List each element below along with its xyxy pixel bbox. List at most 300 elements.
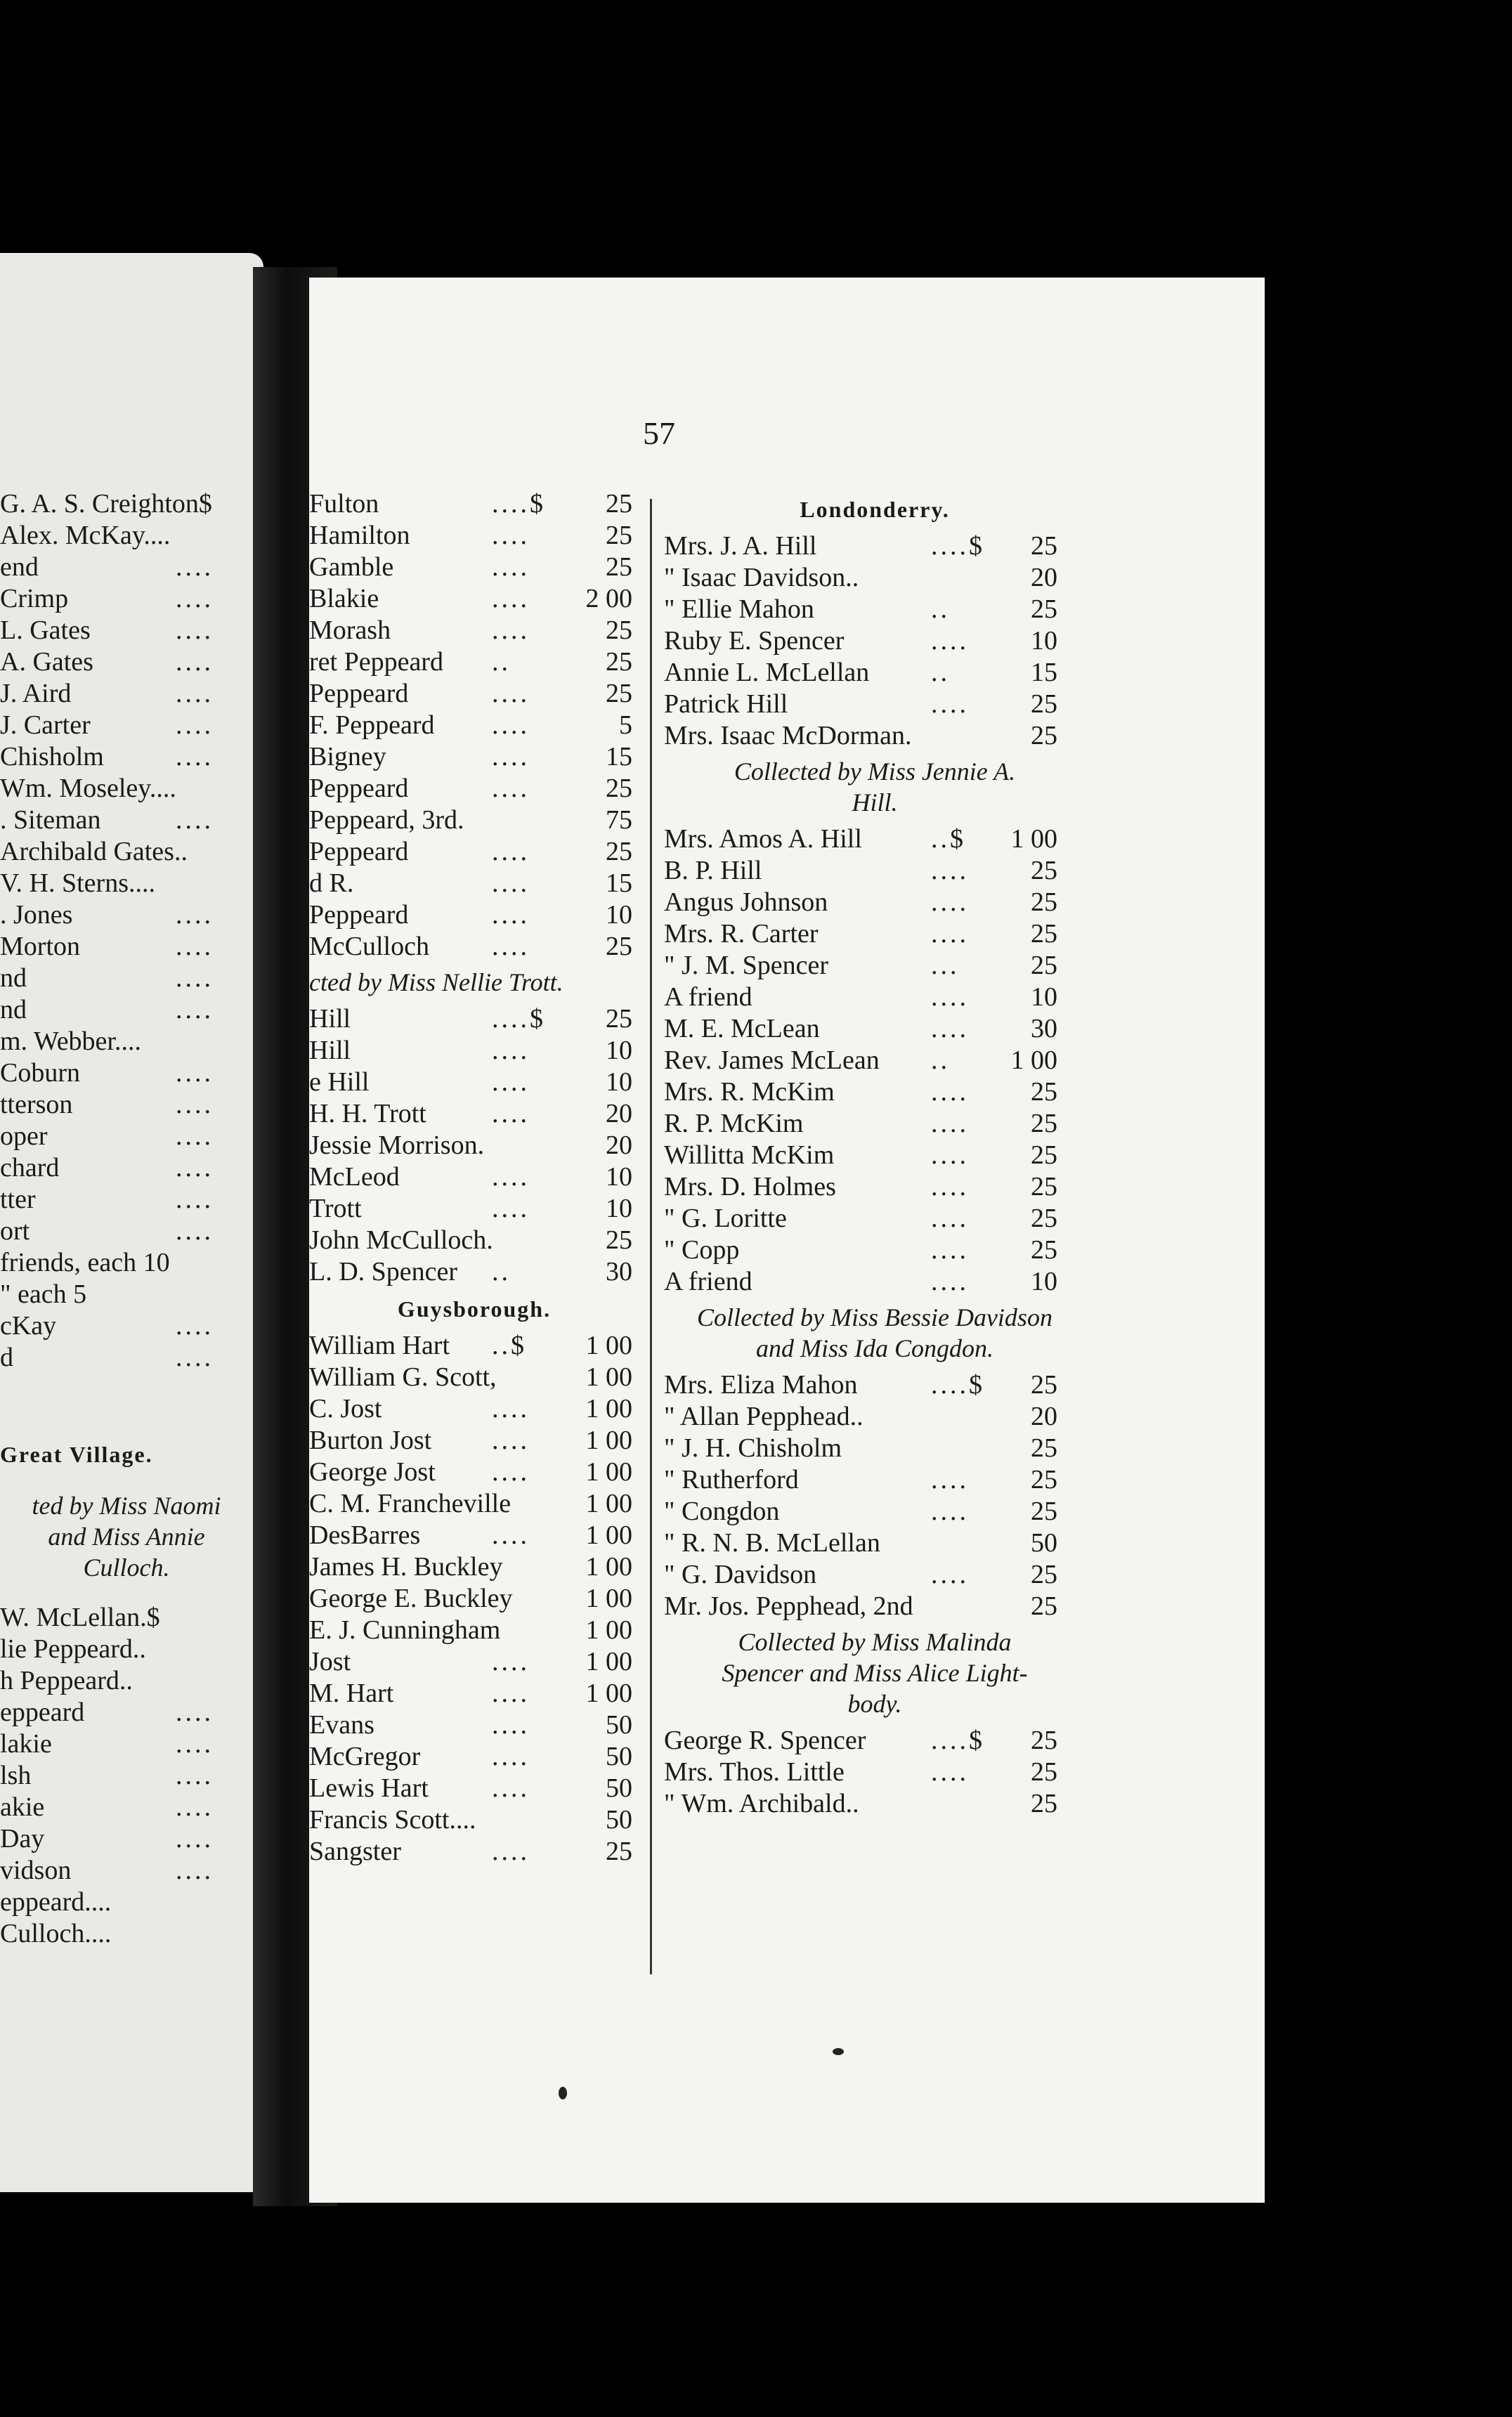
list-item — [309, 1678, 639, 1709]
entry-name: Patrick Hill — [664, 689, 788, 719]
entry-dots: .... — [931, 919, 969, 949]
entry-name: E. J. Cunningham — [309, 1615, 501, 1645]
entry-dots: .... — [176, 1824, 214, 1854]
entry-dots: .... — [492, 615, 530, 645]
entry-name: eppeard.... — [0, 1887, 112, 1917]
list-item — [309, 1035, 639, 1067]
entry-name: friends, each 10 — [0, 1248, 170, 1277]
entry-dots: .... — [176, 742, 214, 771]
list-item — [664, 1401, 1086, 1433]
entry-name: Mrs. D. Holmes — [664, 1172, 836, 1201]
entry-amt: 1 00 — [585, 1394, 632, 1424]
entry-amt: 25 — [606, 1225, 632, 1255]
list-item — [664, 1076, 1086, 1108]
entry-name: Morash — [309, 615, 391, 645]
entry-dots: .... — [931, 1560, 969, 1589]
entry-name: h Peppeard.. — [0, 1666, 133, 1695]
entry-dots: .... — [931, 689, 969, 719]
entry-name: Hill — [309, 1004, 351, 1034]
entry-dots: .... — [176, 995, 214, 1024]
middle-column — [309, 488, 639, 1868]
entry-name: Archibald Gates.. — [0, 837, 188, 866]
list-item — [309, 804, 639, 836]
list-item — [309, 1615, 639, 1646]
list-item — [309, 1457, 639, 1488]
entry-dots: .... — [492, 1394, 530, 1424]
entry-name: e Hill — [309, 1067, 370, 1097]
entry-dots: .... — [176, 1216, 214, 1246]
entry-name: akie — [0, 1792, 45, 1822]
list-item — [309, 520, 639, 552]
list-item — [309, 1488, 639, 1520]
entry-name: " Copp — [664, 1235, 740, 1265]
entry-name: G. A. S. Creighton$ — [0, 489, 212, 519]
list-item — [664, 918, 1086, 950]
entry-amt: 25 — [1031, 1077, 1057, 1107]
entry-name: Annie L. McLellan — [664, 658, 870, 687]
collected-note: cted by Miss Nellie Trott. — [309, 968, 563, 996]
list-item — [309, 1330, 639, 1362]
entry-amt: 1 00 — [585, 1331, 632, 1360]
entry-dots: ....$ — [931, 1726, 985, 1755]
list-item — [664, 1108, 1086, 1140]
list-item — [309, 1003, 639, 1035]
entry-amt: 25 — [1031, 1109, 1057, 1138]
entry-dots: .... — [176, 1311, 214, 1341]
list-item — [309, 1098, 639, 1130]
list-item — [664, 1171, 1086, 1203]
entry-dots: .... — [931, 1757, 969, 1787]
entry-amt: 25 — [1031, 1140, 1057, 1170]
list-item — [664, 689, 1086, 720]
entry-name: Day — [0, 1824, 45, 1854]
entry-name: Jost — [309, 1647, 351, 1676]
entry-dots: .... — [176, 1792, 214, 1822]
entry-amt: 25 — [606, 552, 632, 582]
entry-name: Mr. Jos. Pepphead, 2nd — [664, 1591, 913, 1621]
collected-line: Culloch. — [83, 1553, 170, 1582]
entry-name: Mrs. Isaac McDorman. — [664, 721, 912, 750]
entry-amt: 1 00 — [585, 1584, 632, 1613]
entry-dots: .... — [176, 679, 214, 708]
entry-amt: 5 — [619, 710, 632, 740]
entry-amt: 25 — [606, 932, 632, 961]
left-collected-note — [0, 1486, 253, 1589]
section-heading-londonderry: Londonderry. — [800, 497, 950, 522]
entry-amt: 1 00 — [585, 1679, 632, 1708]
list-item — [309, 552, 639, 583]
entry-amt: 20 — [1031, 563, 1057, 592]
left-facing-page — [0, 253, 263, 2192]
entry-name: d R. — [309, 868, 354, 898]
entry-name: Trott — [309, 1194, 362, 1223]
entry-name: Hill — [309, 1036, 351, 1065]
entry-name: m. Webber.... — [0, 1027, 141, 1056]
list-item — [664, 1757, 1086, 1788]
entry-name: " J. M. Spencer — [664, 951, 828, 980]
entry-amt: 20 — [606, 1099, 632, 1128]
entry-name: McLeod — [309, 1162, 400, 1192]
list-item — [664, 625, 1086, 657]
entry-amt: 25 — [1031, 1204, 1057, 1233]
entry-name: Peppeard, 3rd. — [309, 805, 464, 835]
entry-amt: 10 — [1031, 1267, 1057, 1296]
entry-dots: .... — [931, 1014, 969, 1043]
entry-amt: 10 — [606, 1194, 632, 1223]
entry-amt: 1 00 — [585, 1615, 632, 1645]
list-item — [664, 1013, 1086, 1045]
entry-dots: .... — [176, 1185, 214, 1214]
entry-dots: .... — [176, 1343, 214, 1372]
entry-name: J. Carter — [0, 710, 91, 740]
entry-name: Hamilton — [309, 521, 410, 550]
entry-name: McGregor — [309, 1742, 421, 1771]
entry-dots: .... — [492, 1036, 530, 1065]
list-item — [664, 657, 1086, 689]
page-number: 57 — [643, 415, 675, 451]
entry-name: M. Hart — [309, 1679, 394, 1708]
entry-amt: 50 — [606, 1805, 632, 1835]
entry-amt: 25 — [1031, 594, 1057, 624]
entry-amt: 25 — [1031, 887, 1057, 917]
entry-name: Lewis Hart — [309, 1773, 429, 1803]
collected-line: Spencer and Miss Alice Light- — [722, 1659, 1028, 1687]
entry-name: Crimp — [0, 584, 69, 613]
entry-name: Culloch.... — [0, 1919, 112, 1948]
entry-name: Angus Johnson — [664, 887, 828, 917]
ink-spot — [559, 2087, 567, 2099]
entry-amt: 25 — [1031, 1560, 1057, 1589]
entry-amt: 25 — [1031, 721, 1057, 750]
entry-dots: .... — [176, 552, 214, 582]
entry-name: vidson — [0, 1856, 72, 1885]
entry-dots: .... — [176, 1698, 214, 1727]
list-item — [309, 646, 639, 678]
entry-dots: .... — [176, 1058, 214, 1088]
entry-dots: .... — [492, 1099, 530, 1128]
entry-name: Burton Jost — [309, 1426, 432, 1455]
list-item — [664, 982, 1086, 1013]
entry-amt: 10 — [606, 1036, 632, 1065]
list-item — [664, 1527, 1086, 1559]
entry-amt: 25 — [1031, 951, 1057, 980]
entry-name: " Allan Pepphead.. — [664, 1402, 863, 1431]
entry-amt: 50 — [606, 1742, 632, 1771]
entry-dots: .... — [931, 1497, 969, 1526]
entry-name: Peppeard — [309, 837, 409, 866]
entry-dots: .. — [931, 658, 950, 687]
entry-dots: .... — [492, 900, 530, 930]
list-item — [664, 562, 1086, 594]
entry-name: Fulton — [309, 489, 379, 519]
entry-amt: 10 — [606, 1067, 632, 1097]
entry-dots: .... — [492, 1194, 530, 1223]
entry-name: tterson — [0, 1090, 73, 1119]
entry-dots: .... — [492, 1457, 530, 1487]
entry-name: Morton — [0, 932, 80, 961]
entry-dots: .... — [931, 1077, 969, 1107]
entry-name: Alex. McKay.... — [0, 521, 171, 550]
list-item — [664, 1140, 1086, 1171]
entry-name: d — [0, 1343, 13, 1372]
entry-amt: 25 — [1031, 919, 1057, 949]
entry-amt: 25 — [1031, 1789, 1057, 1818]
entry-amt: 1 00 — [585, 1647, 632, 1676]
entry-amt: 20 — [606, 1131, 632, 1160]
list-item — [664, 1203, 1086, 1234]
collected-line: ted by Miss Naomi — [32, 1492, 221, 1520]
list-item — [664, 855, 1086, 887]
entry-dots: ....$ — [931, 1370, 985, 1400]
entry-dots: .... — [931, 1465, 969, 1494]
ink-spot — [833, 2048, 844, 2055]
entry-name: ret Peppeard — [309, 647, 443, 677]
entry-amt: 25 — [606, 1837, 632, 1866]
entry-name: " G. Loritte — [664, 1204, 787, 1233]
entry-amt: 10 — [606, 1162, 632, 1192]
entry-name: " Wm. Archibald.. — [664, 1789, 859, 1818]
entry-amt: 1 00 — [585, 1362, 632, 1392]
list-item — [664, 1725, 1086, 1757]
entry-name: B. P. Hill — [664, 856, 762, 885]
entry-dots: .... — [492, 1647, 530, 1676]
entry-dots: .... — [931, 887, 969, 917]
entry-dots: .... — [931, 982, 969, 1012]
entry-dots: .. — [492, 647, 511, 677]
entry-amt: 25 — [606, 679, 632, 708]
list-item — [309, 1551, 639, 1583]
entry-name: cKay — [0, 1311, 57, 1341]
entry-amt: 25 — [1031, 1235, 1057, 1265]
list-item — [664, 1464, 1086, 1496]
entry-amt: 25 — [606, 774, 632, 803]
list-item — [309, 836, 639, 868]
list-item — [309, 1130, 639, 1161]
entry-name: V. H. Sterns.... — [0, 868, 155, 898]
entry-amt: 25 — [1031, 1757, 1057, 1787]
entry-dots: .... — [176, 1121, 214, 1151]
entry-amt: 25 — [1031, 531, 1057, 561]
entry-name: " R. N. B. McLellan — [664, 1528, 880, 1558]
entry-amt: 25 — [606, 489, 632, 519]
entry-amt: 2 00 — [585, 584, 632, 613]
collected-line: Hill. — [852, 788, 898, 816]
list-item — [664, 1496, 1086, 1527]
entry-dots: .... — [176, 1090, 214, 1119]
entry-name: A friend — [664, 982, 752, 1012]
entry-dots: .... — [176, 1153, 214, 1183]
entry-name: Peppeard — [309, 774, 409, 803]
entry-name: Wm. Moseley.... — [0, 774, 176, 803]
collected-line: and Miss Annie — [48, 1523, 205, 1551]
list-item — [309, 1583, 639, 1615]
entry-dots: .... — [176, 1761, 214, 1790]
entry-name: A friend — [664, 1267, 752, 1296]
entry-amt: 25 — [1031, 1497, 1057, 1526]
entry-dots: .... — [176, 647, 214, 677]
entry-amt: 10 — [1031, 982, 1057, 1012]
entry-dots: ....$ — [492, 489, 546, 519]
entry-amt: 25 — [1031, 1591, 1057, 1621]
entry-dots: .... — [176, 615, 214, 645]
entry-dots: .... — [176, 900, 214, 930]
entry-name: C. M. Francheville — [309, 1489, 511, 1518]
entry-name: Chisholm — [0, 742, 104, 771]
list-item — [309, 1836, 639, 1868]
entry-name: W. McLellan.$ — [0, 1603, 160, 1632]
entry-name: lakie — [0, 1729, 52, 1759]
entry-dots: .... — [492, 1679, 530, 1708]
list-item — [309, 1804, 639, 1836]
entry-amt: 20 — [1031, 1402, 1057, 1431]
entry-name: " Rutherford — [664, 1465, 799, 1494]
list-item — [309, 710, 639, 741]
entry-name: H. H. Trott — [309, 1099, 426, 1128]
entry-name: " Ellie Mahon — [664, 594, 814, 624]
entry-name: end — [0, 552, 39, 582]
entry-amt: 25 — [1031, 1172, 1057, 1201]
list-item — [664, 950, 1086, 982]
entry-amt: 1 00 — [585, 1489, 632, 1518]
entry-name: Willitta McKim — [664, 1140, 835, 1170]
entry-amt: 30 — [606, 1257, 632, 1286]
collected-line: and Miss Ida Congdon. — [755, 1334, 993, 1362]
entry-name: Jessie Morrison. — [309, 1131, 485, 1160]
entry-name: George E. Buckley — [309, 1584, 513, 1613]
entry-dots: .... — [492, 1067, 530, 1097]
list-item — [664, 720, 1086, 752]
list-item — [664, 887, 1086, 918]
entry-name: . Siteman — [0, 805, 101, 835]
entry-name: lsh — [0, 1761, 32, 1790]
entry-name: Sangster — [309, 1837, 401, 1866]
entry-name: Mrs. R. McKim — [664, 1077, 835, 1107]
entry-name: John McCulloch. — [309, 1225, 493, 1255]
entry-name: A. Gates — [0, 647, 93, 677]
list-item — [309, 1709, 639, 1741]
entry-name: lie Peppeard.. — [0, 1634, 146, 1664]
entry-dots: .... — [931, 1267, 969, 1296]
entry-name: Blakie — [309, 584, 379, 613]
entry-name: " J. H. Chisholm — [664, 1433, 842, 1463]
list-item — [664, 594, 1086, 625]
list-item — [309, 1225, 639, 1256]
entry-name: William Hart — [309, 1331, 450, 1360]
entry-name: DesBarres — [309, 1520, 421, 1550]
entry-name: tter — [0, 1185, 36, 1214]
entry-name: Mrs. J. A. Hill — [664, 531, 817, 561]
entry-amt: 1 00 — [585, 1552, 632, 1582]
column-divider — [650, 499, 652, 1974]
entry-name: " each 5 — [0, 1279, 87, 1309]
list-item — [309, 615, 639, 646]
entry-dots: .... — [176, 932, 214, 961]
entry-name: Evans — [309, 1710, 374, 1740]
entry-amt: 1 00 — [1010, 1045, 1057, 1075]
entry-name: Francis Scott.... — [309, 1805, 476, 1835]
list-item — [664, 1788, 1086, 1820]
entry-dots: .... — [176, 805, 214, 835]
entry-name: . Jones — [0, 900, 73, 930]
collected-note — [664, 1298, 1086, 1369]
entry-dots: .... — [492, 932, 530, 961]
entry-name: Mrs. Amos A. Hill — [664, 824, 862, 854]
entry-amt: 15 — [1031, 658, 1057, 687]
section-heading-guysborough: Guysborough. — [397, 1296, 552, 1322]
entry-dots: .... — [492, 1773, 530, 1803]
list-item — [309, 868, 639, 899]
entry-dots: .... — [492, 679, 530, 708]
entry-name: Gamble — [309, 552, 394, 582]
entry-amt: 1 00 — [585, 1426, 632, 1455]
list-item — [664, 1559, 1086, 1591]
entry-name: ort — [0, 1216, 30, 1246]
list-item — [664, 1369, 1086, 1401]
entry-name: George Jost — [309, 1457, 436, 1487]
entry-name: C. Jost — [309, 1394, 382, 1424]
entry-name: James H. Buckley — [309, 1552, 503, 1582]
entry-name: nd — [0, 963, 27, 993]
entry-amt: 10 — [1031, 626, 1057, 656]
entry-dots: .... — [492, 1426, 530, 1455]
list-item — [309, 1161, 639, 1193]
list-item — [309, 1362, 639, 1393]
entry-name: " Congdon — [664, 1497, 780, 1526]
right-column — [664, 488, 1086, 1820]
entry-name: L. Gates — [0, 615, 91, 645]
entry-dots: .... — [931, 1172, 969, 1201]
entry-name: " G. Davidson — [664, 1560, 817, 1589]
entry-name: Rev. James McLean — [664, 1045, 880, 1075]
entry-dots: .... — [492, 1520, 530, 1550]
entry-name: M. E. McLean — [664, 1014, 820, 1043]
list-item — [309, 583, 639, 615]
entry-amt: 1 00 — [585, 1457, 632, 1487]
entry-dots: ....$ — [492, 1004, 546, 1034]
entry-dots: .... — [492, 1837, 530, 1866]
entry-amt: 1 00 — [585, 1520, 632, 1550]
list-item — [309, 1067, 639, 1098]
entry-dots: .... — [931, 1235, 969, 1265]
entry-amt: 25 — [606, 1004, 632, 1034]
collected-line: body. — [847, 1690, 902, 1718]
entry-name: Peppeard — [309, 900, 409, 930]
entry-name: " Isaac Davidson.. — [664, 563, 859, 592]
entry-dots: .... — [176, 710, 214, 740]
entry-dots: .... — [492, 1742, 530, 1771]
entry-name: William G. Scott, — [309, 1362, 497, 1392]
entry-name: Mrs. R. Carter — [664, 919, 819, 949]
entry-name: eppeard — [0, 1698, 85, 1727]
list-item — [309, 1193, 639, 1225]
entry-dots: .... — [492, 1710, 530, 1740]
entry-amt: 25 — [1031, 689, 1057, 719]
list-item — [664, 1045, 1086, 1076]
collected-note — [664, 752, 1086, 823]
list-item — [309, 773, 639, 804]
entry-name: McCulloch — [309, 932, 429, 961]
entry-amt: 15 — [606, 742, 632, 771]
list-item — [309, 1520, 639, 1551]
entry-dots: ..$ — [492, 1331, 527, 1360]
entry-name: chard — [0, 1153, 60, 1183]
left-section-heading: Great Village. — [0, 1442, 153, 1467]
entry-amt: 15 — [606, 868, 632, 898]
entry-dots: .... — [931, 1204, 969, 1233]
entry-amt: 25 — [1031, 856, 1057, 885]
entry-amt: 25 — [1031, 1370, 1057, 1400]
list-item — [309, 931, 639, 963]
